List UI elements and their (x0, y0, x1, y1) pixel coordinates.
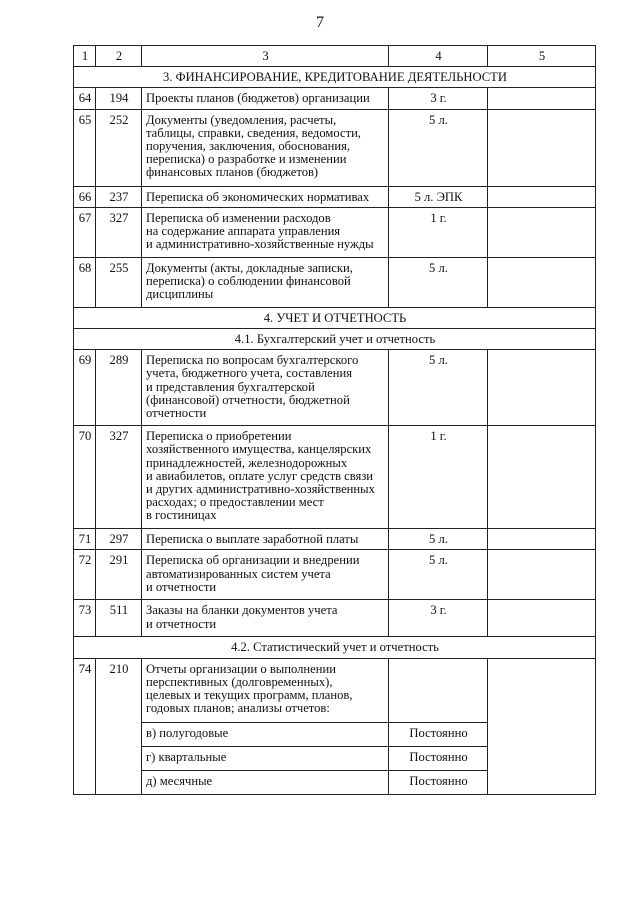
sub-item-term: Постоянно (389, 722, 488, 746)
row-number: 68 (74, 257, 96, 307)
retention-term (389, 658, 488, 722)
retention-term: 1 г. (389, 426, 488, 529)
column-number-5: 5 (488, 46, 596, 67)
table-row (74, 88, 596, 109)
table-row (74, 658, 596, 722)
article-code: 252 (96, 109, 142, 186)
row-number: 70 (74, 426, 96, 529)
table-row (74, 600, 596, 637)
note-cell (488, 350, 596, 426)
table-row (74, 426, 596, 529)
document-description: Проекты планов (бюджетов) организации (142, 88, 389, 109)
table-header-row (74, 46, 596, 67)
row-number: 69 (74, 350, 96, 426)
retention-term: 5 л. (389, 109, 488, 186)
retention-term: 3 г. (389, 600, 488, 637)
subsection-heading-4-2: 4.2. Статистический учет и отчетность (74, 637, 596, 658)
document-description: Переписка об организации и внедрении автоматизированных систем учета и отчетности (142, 550, 389, 600)
section-heading-row (74, 307, 596, 328)
article-code: 511 (96, 600, 142, 637)
column-number-1: 1 (74, 46, 96, 67)
row-number: 66 (74, 186, 96, 207)
document-description: Заказы на бланки документов учета и отчетности (142, 600, 389, 637)
note-cell (488, 186, 596, 207)
retention-term: 5 л. ЭПК (389, 186, 488, 207)
note-cell (488, 207, 596, 257)
retention-term: 5 л. (389, 529, 488, 550)
article-code: 237 (96, 186, 142, 207)
row-number: 71 (74, 529, 96, 550)
page-number: 7 (316, 14, 324, 31)
column-number-3: 3 (142, 46, 389, 67)
table-row (74, 207, 596, 257)
retention-term: 5 л. (389, 550, 488, 600)
section-heading-4: 4. УЧЕТ И ОТЧЕТНОСТЬ (74, 307, 596, 328)
retention-table (73, 45, 596, 795)
note-cell (488, 88, 596, 109)
document-description: Переписка об экономических нормативах (142, 186, 389, 207)
article-code: 327 (96, 426, 142, 529)
document-description: Переписка по вопросам бухгалтерского учета, бюджетного учета, составления и представления бухгалтерской (финансовой) отчетности, бюджетной отчетности (142, 350, 389, 426)
article-code: 210 (96, 658, 142, 794)
document-description: Отчеты организации о выполнении перспективных (долговременных), целевых и текущих программ, планов, годовых планов; анализы отчетов: (142, 658, 389, 722)
column-number-4: 4 (389, 46, 488, 67)
row-number: 64 (74, 88, 96, 109)
subsection-heading-row (74, 637, 596, 658)
table-row (74, 186, 596, 207)
article-code: 194 (96, 88, 142, 109)
row-number: 72 (74, 550, 96, 600)
subsection-heading-4-1: 4.1. Бухгалтерский учет и отчетность (74, 329, 596, 350)
note-cell (488, 529, 596, 550)
section-heading-row (74, 67, 596, 88)
row-number: 65 (74, 109, 96, 186)
table-row (74, 350, 596, 426)
retention-term: 3 г. (389, 88, 488, 109)
sub-item-description: д) месячные (142, 770, 389, 794)
note-cell (488, 257, 596, 307)
document-description: Переписка об изменении расходов на содержание аппарата управления и административно-хозяйственные нужды (142, 207, 389, 257)
row-number: 73 (74, 600, 96, 637)
table-row (74, 550, 596, 600)
document-description: Документы (уведомления, расчеты, таблицы, справки, сведения, ведомости, поручения, заключения, обоснования, переписка) о разработке и изменении финансовых планов (бюджетов) (142, 109, 389, 186)
retention-term: 5 л. (389, 257, 488, 307)
retention-term: 5 л. (389, 350, 488, 426)
note-cell (488, 550, 596, 600)
note-cell (488, 426, 596, 529)
article-code: 297 (96, 529, 142, 550)
row-number: 67 (74, 207, 96, 257)
article-code: 289 (96, 350, 142, 426)
table-row (74, 529, 596, 550)
table-row (74, 257, 596, 307)
table-row (74, 109, 596, 186)
section-heading-3: 3. ФИНАНСИРОВАНИЕ, КРЕДИТОВАНИЕ ДЕЯТЕЛЬНОСТИ (74, 67, 596, 88)
document-description: Документы (акты, докладные записки, переписка) о соблюдении финансовой дисциплины (142, 257, 389, 307)
column-number-2: 2 (96, 46, 142, 67)
row-number: 74 (74, 658, 96, 794)
sub-item-term: Постоянно (389, 770, 488, 794)
subsection-heading-row (74, 329, 596, 350)
sub-item-description: в) полугодовые (142, 722, 389, 746)
note-cell (488, 600, 596, 637)
note-cell (488, 109, 596, 186)
retention-term: 1 г. (389, 207, 488, 257)
article-code: 255 (96, 257, 142, 307)
document-description: Переписка о приобретении хозяйственного имущества, канцелярских принадлежностей, железнодорожных и авиабилетов, оплате услуг средств связи и других административно-хозяйственных расходах; о предоставлении мест в гостиницах (142, 426, 389, 529)
sub-item-term: Постоянно (389, 746, 488, 770)
sub-item-description: г) квартальные (142, 746, 389, 770)
document-description: Переписка о выплате заработной платы (142, 529, 389, 550)
note-cell (488, 658, 596, 794)
article-code: 327 (96, 207, 142, 257)
article-code: 291 (96, 550, 142, 600)
